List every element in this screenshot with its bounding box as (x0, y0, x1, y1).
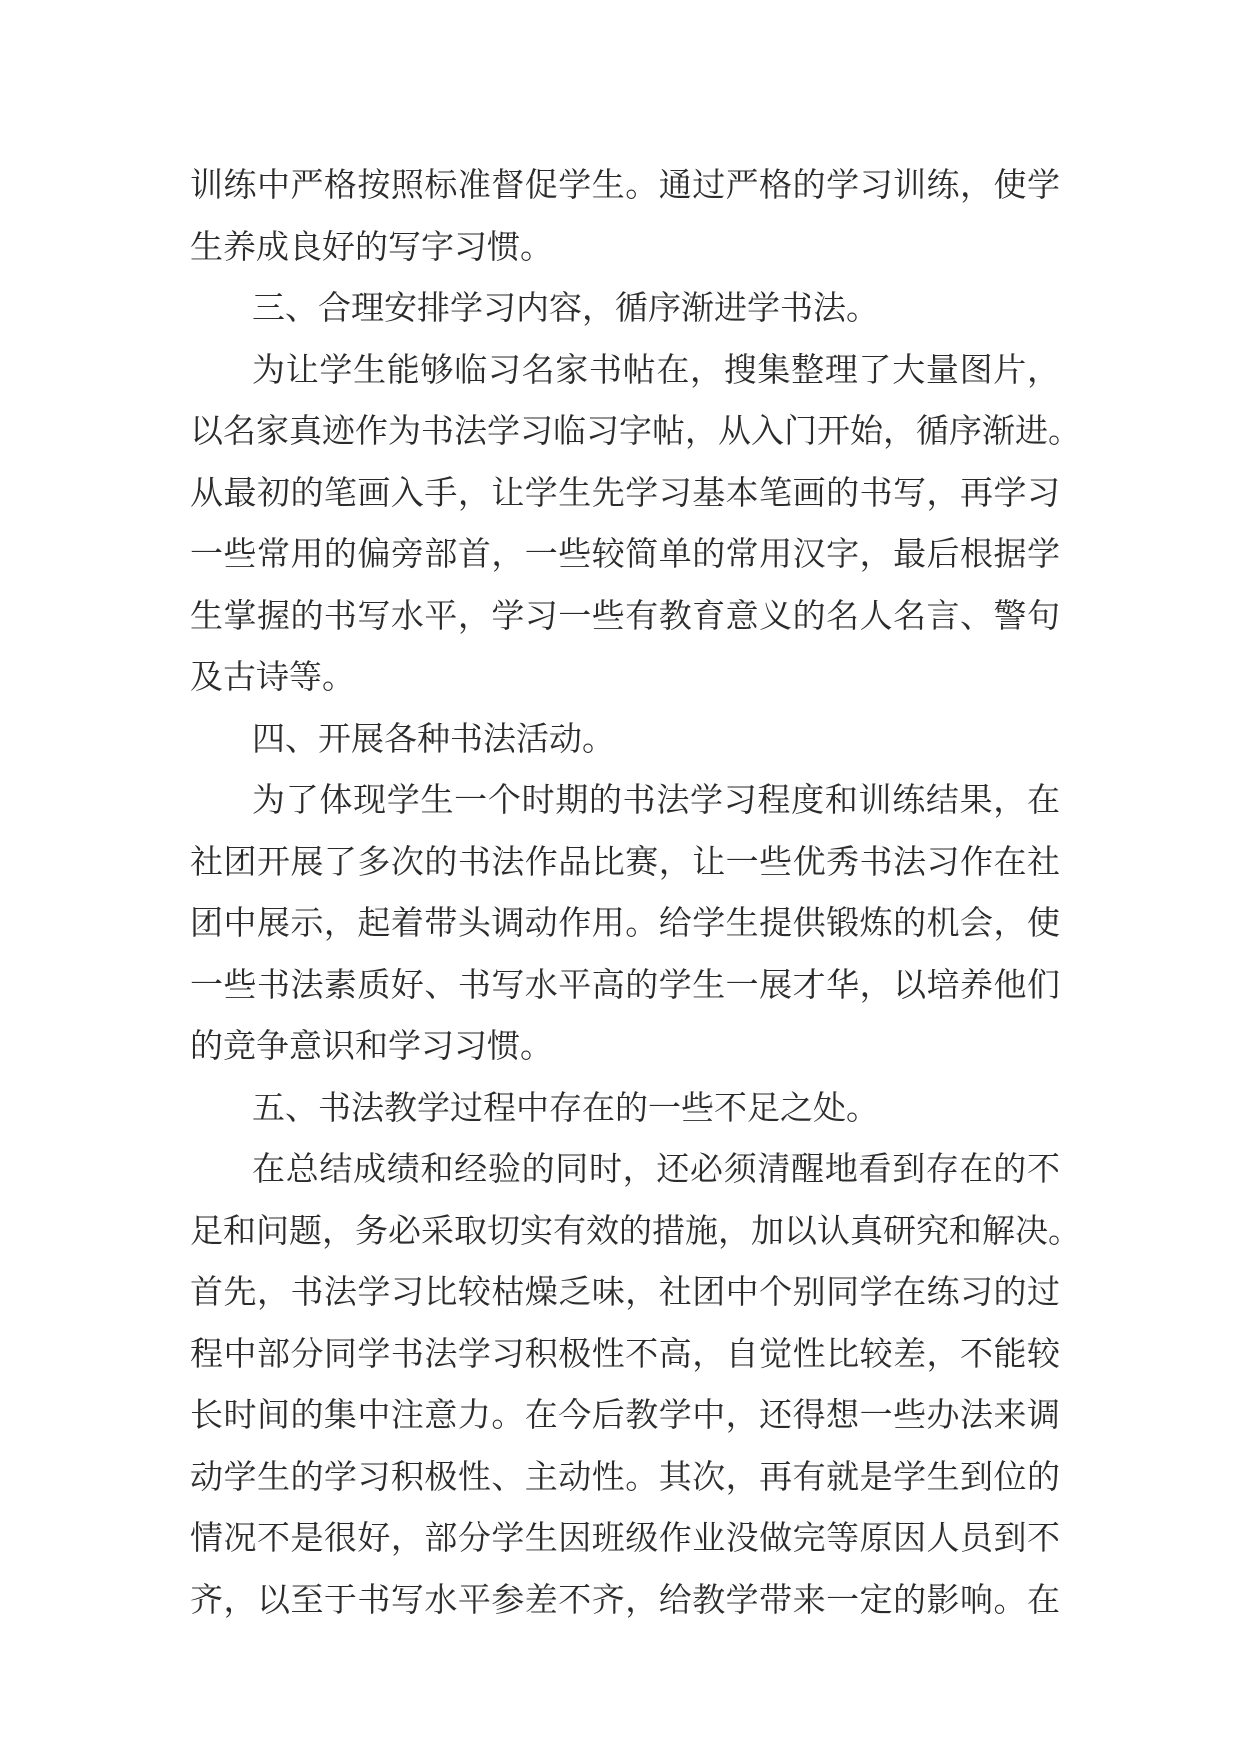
paragraph-line: 以名家真迹作为书法学习临习字帖，从入门开始，循序渐进。 (190, 411, 1081, 450)
paragraph-line: 从最初的笔画入手，让学生先学习基本笔画的书写，再学习 (190, 472, 1060, 512)
paragraph-first-line: 为让学生能够临习名家书帖在，搜集整理了大量图片， (252, 349, 1060, 389)
paragraph-line: 动学生的学习积极性、主动性。其次，再有就是学生到位的 (190, 1456, 1060, 1496)
paragraph-line: 生掌握的书写水平，学习一些有教育意义的名人名言、警句 (190, 595, 1060, 635)
paragraph-line: 团中展示，起着带头调动作用。给学生提供锻炼的机会，使 (190, 903, 1060, 942)
paragraph-line: 首先，书法学习比较枯燥乏味，社团中个别同学在练习的过 (190, 1272, 1060, 1311)
paragraph-line: 程中部分同学书法学习积极性不高，自觉性比较差，不能较 (190, 1333, 1060, 1373)
paragraph-line: 足和问题，务必采取切实有效的措施，加以认真研究和解决。 (190, 1210, 1081, 1250)
paragraph-first-line: 为了体现学生一个时期的书法学习程度和训练结果，在 (252, 780, 1060, 819)
paragraph-first-line: 在总结成绩和经验的同时，还必须清醒地看到存在的不 (252, 1149, 1060, 1188)
paragraph-first-line: 四、开展各种书法活动。 (252, 718, 615, 758)
paragraph-line: 生养成良好的写字习惯。 (190, 226, 553, 266)
paragraph-line: 及古诗等。 (190, 657, 355, 696)
paragraph-line: 社团开展了多次的书法作品比赛，让一些优秀书法习作在社 (190, 841, 1060, 881)
paragraph-line: 训练中严格按照标准督促学生。通过严格的学习训练，使学 (190, 165, 1060, 204)
paragraph-line: 一些书法素质好、书写水平高的学生一展才华，以培养他们 (190, 964, 1060, 1004)
paragraph-line: 情况不是很好，部分学生因班级作业没做完等原因人员到不 (190, 1518, 1060, 1557)
paragraph-line: 的竞争意识和学习习惯。 (190, 1026, 553, 1065)
paragraph-line: 齐，以至于书写水平参差不齐，给教学带来一定的影响。在 (190, 1579, 1060, 1619)
document-body (190, 154, 1081, 1630)
paragraph-first-line: 五、书法教学过程中存在的一些不足之处。 (252, 1087, 879, 1127)
paragraph-first-line: 三、合理安排学习内容，循序渐进学书法。 (252, 288, 879, 327)
paragraph-line: 一些常用的偏旁部首，一些较简单的常用汉字，最后根据学 (190, 534, 1060, 573)
paragraph-line: 长时间的集中注意力。在今后教学中，还得想一些办法来调 (190, 1395, 1060, 1434)
